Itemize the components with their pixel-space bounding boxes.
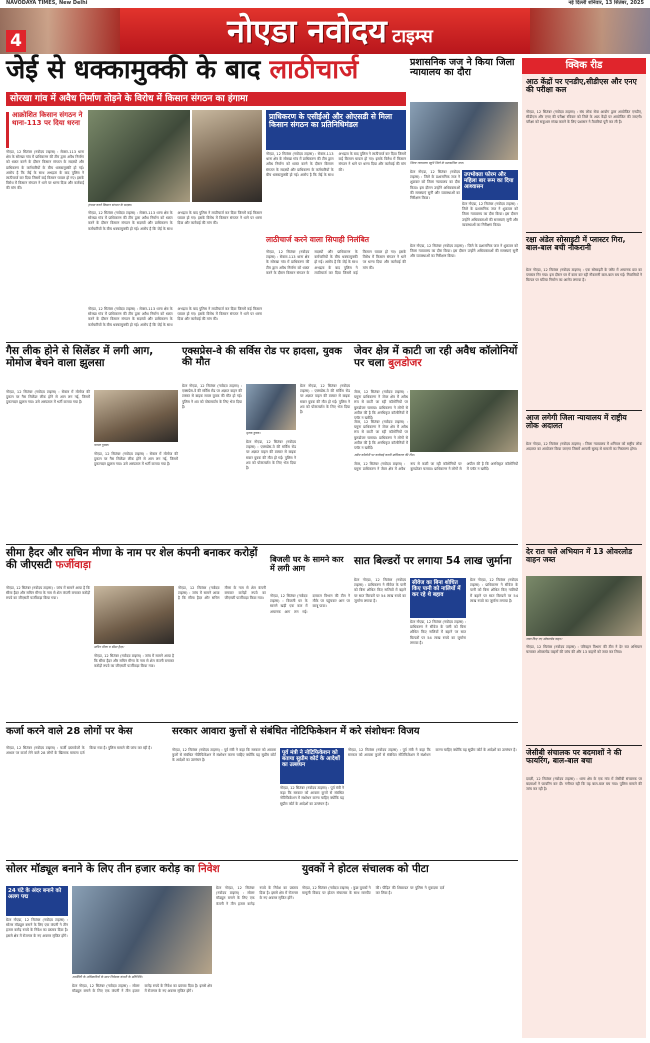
seema-headline-text: सीमा हैदर और सचिन मीणा के नाम पर शेल कंपनी बनाकर करोड़ों की जीएसटी — [6, 547, 258, 571]
solar-body-3: ग्रेटर नोएडा, 12 सितंबर (नवोदय टाइम्स) : सोलर मॉड्यूल बनाने के लिए एक कंपनी ने तीन हजार करोड़ रुपये के निवेश का प्रस्ताव दिया है। इससे क्षेत्र में रोजगार के नए अवसर सृजित होंगे। — [216, 886, 298, 906]
divider — [6, 860, 518, 861]
lead-box-head: प्राधिकरण के एसीईओ और ओएसडी से मिला किसान संगठन का प्रतिनिधिमंडल — [266, 110, 406, 150]
jewar-headline-highlight: बुलडोजर — [388, 356, 422, 369]
quick-read-head-1: आठ केंद्रों पर एनडीए,सीडीएस और एनए की परीक्षा कल — [526, 77, 637, 95]
right-top-body-3: ग्रेटर नोएडा, 12 सितंबर (नवोदय टाइम्स) : जिले के प्रशासनिक जज ने शुक्रवार को जिला न्यायालय का दौरा किया। इस दौरान उन्होंने अधिवक्ताओं की समस्याएं सुनीं और व्यवस्थाओं का निरीक्षण किया। — [410, 244, 518, 259]
jewar-body-2: जेवर, 12 सितंबर (नवोदय टाइम्स) : यमुना प्राधिकरण ने जेवर क्षेत्र में अवैध रूप से काटी जा रही कॉलोनियों पर बुलडोजर चलाया। प्राधिकरण ने लोगों से अपील की है कि अनधिकृत कॉलोनियों में प्लॉट न खरीदें। — [354, 420, 408, 451]
jewar-headline-text: जेवर क्षेत्र में काटी जा रही अवैध कॉलोनियों पर चला — [354, 345, 518, 369]
divider — [526, 544, 642, 545]
builders-body-2: ग्रेटर नोएडा, 12 सितंबर (नवोदय टाइम्स) : प्राधिकरण ने सीवेज के पानी को बिना शोधित किए नालियों में बहाने पर सात बिल्डरों पर 54 लाख रुपये का जुर्माना लगाया है। — [410, 620, 466, 645]
karza-body: नोएडा, 12 सितंबर (नवोदय टाइम्स) : फर्जी दस्तावेजों के आधार पर कर्जा लेने वाले 28 लोगों के खिलाफ मामला दर्ज किया गया है। पुलिस मामले की जांच कर रही है। — [6, 746, 152, 756]
masthead-title-suffix: टाइम्स — [392, 26, 433, 47]
solar-headline-text: सोलर मॉड्यूल बनाने के लिए तीन हजार करोड़ का — [6, 863, 195, 875]
jewar-body-3: जेवर, 12 सितंबर (नवोदय टाइम्स) : यमुना प्राधिकरण ने जेवर क्षेत्र में अवैध रूप से काटी जा रही कॉलोनियों पर बुलडोजर चलाया। प्राधिकरण ने लोगों से अपील की है कि अनधिकृत कॉलोनियों में प्लॉट न खरीदें। — [354, 462, 518, 472]
seema-headline-highlight: फर्जीवाड़ा — [55, 558, 92, 571]
quick-read-body-3: ग्रेटर नोएडा, 12 सितंबर (नवोदय टाइम्स) : जिला न्यायालय में शनिवार को राष्ट्रीय लोक अदालत का आयोजन किया जाएगा जिसमें आपसी सुलह से मामलों का निस्तारण होगा। — [526, 442, 642, 452]
dogs-body-2: नोएडा, 12 सितंबर (नवोदय टाइम्स) : पूर्व मंत्री ने कहा कि सरकार को आवारा कुत्तों से संबंधित नोटिफिकेशन में संशोधन करना चाहिए क्योंकि यह सुप्रीम कोर्ट के आदेशों का उल्लंघन है। — [280, 786, 344, 806]
page-number: 4 — [6, 30, 26, 52]
gas-caption: घायल युवक। — [94, 443, 110, 447]
expressway-body-2: ग्रेटर नोएडा, 12 सितंबर (नवोदय टाइम्स) : एक्सप्रेस-वे की सर्विस रोड पर अज्ञात वाहन की टक्कर से बाइक सवार युवक की मौत हो गई। पुलिस ने शव को पोस्टमार्टम के लिए भेज दिया है। — [246, 440, 296, 471]
lead-side-head: आक्रोशित किसान संगठन ने थाना-113 पर दिया धरना — [6, 112, 84, 148]
lead-body-bottom: नोएडा, 12 सितंबर (नवोदय टाइम्स) : सेक्टर-113 थाना क्षेत्र के सोरखा गांव में प्राधिकरण की टीम द्वारा अवैध निर्माण को ध्वस्त करने के दौरान किसान संगठन के सदस्यों और प्राधिकरण के कर्मचारियों के बीच धक्कामुक्की हो गई। आरोप है कि जेई के साथ अभद्रता के बाद पुलिस ने लाठीचार्ज कर दिया जिसमें कई किसान घायल हो गए। इसके विरोध में किसान संगठन ने थाने पर धरना दिया और कार्रवाई की मांग की। — [88, 307, 262, 327]
solar-headline — [6, 864, 298, 882]
right-top-headline: प्रशासनिक जज ने किया जिला न्यायालय का दौरा — [410, 57, 515, 79]
solar-photo — [72, 886, 212, 974]
right-top-body-1: ग्रेटर नोएडा, 12 सितंबर (नवोदय टाइम्स) : जिले के प्रशासनिक जज ने शुक्रवार को जिला न्यायालय का दौरा किया। इस दौरान उन्होंने अधिवक्ताओं की समस्याएं सुनीं और व्यवस्थाओं का निरीक्षण किया। — [410, 170, 460, 201]
lead-headline-part1: जेई से धक्कामुक्की के बाद — [6, 55, 261, 85]
solar-body-2: ग्रेटर नोएडा, 12 सितंबर (नवोदय टाइम्स) : सोलर मॉड्यूल बनाने के लिए एक कंपनी ने तीन हजार करोड़ रुपये के निवेश का प्रस्ताव दिया है। इससे क्षेत्र में रोजगार के नए अवसर सृजित होंगे। — [72, 984, 212, 994]
builders-inset: सीवेज का बिना शोधित किए पानी को नालियों में कर रहे थे बहाव — [410, 578, 466, 618]
quick-read-caption-4: जब्त किए गए ओवरलोड वाहन। — [526, 637, 563, 641]
masthead-cityscape-right — [530, 8, 650, 54]
solar-headline-highlight: निवेश — [198, 863, 220, 875]
gas-headline: गैस लीक होने से सिलेंडर में लगी आग, मोमोज बेचने वाला झुलसा — [6, 345, 154, 369]
lead-headline — [6, 56, 406, 90]
lead-photo-1 — [88, 110, 190, 202]
youth-body: नोएडा, 12 सितंबर (नवोदय टाइम्स) : कुछ युवकों ने मामूली विवाद पर होटल संचालक के साथ मारपीट की। पीड़ित की शिकायत पर पुलिस ने मुकदमा दर्ज कर लिया है। — [302, 886, 445, 896]
divider — [6, 722, 518, 723]
lead-photo-2 — [192, 110, 262, 202]
expressway-caption: मृतक युवक। — [246, 431, 261, 435]
expressway-body-1: ग्रेटर नोएडा, 12 सितंबर (नवोदय टाइम्स) : एक्सप्रेस-वे की सर्विस रोड पर अज्ञात वाहन की टक्कर से बाइक सवार युवक की मौत हो गई। पुलिस ने शव को पोस्टमार्टम के लिए भेज दिया है। — [182, 384, 242, 409]
dogs-headline: सरकार आवारा कुत्तों से संबंधित नोटिफिकेशन में करे संशोधनः विजय — [172, 726, 420, 737]
quick-read-photo-4 — [526, 576, 642, 636]
dogs-inset: पूर्व मंत्री ने नोटिफिकेशन को बताया सुप्रीम कोर्ट के आदेशों का उल्लंघन — [280, 748, 344, 784]
jewar-headline — [354, 346, 518, 386]
karza-headline: कर्जा करने वाले 28 लोगों पर केस — [6, 726, 133, 737]
right-top-body-2: ग्रेटर नोएडा, 12 सितंबर (नवोदय टाइम्स) : जिले के प्रशासनिक जज ने शुक्रवार को जिला न्यायालय का दौरा किया। इस दौरान उन्होंने अधिवक्ताओं की समस्याएं सुनीं और व्यवस्थाओं का निरीक्षण किया। — [462, 202, 518, 227]
quick-read-head-4: देर रात चले अभियान में 13 ओवरलोड वाहन जब्त — [526, 547, 633, 565]
jewar-body-1: जेवर, 12 सितंबर (नवोदय टाइम्स) : यमुना प्राधिकरण ने जेवर क्षेत्र में अवैध रूप से काटी जा रही कॉलोनियों पर बुलडोजर चलाया। प्राधिकरण ने लोगों से अपील की है कि अनधिकृत कॉलोनियों में प्लॉट न खरीदें। — [354, 390, 408, 421]
quick-read-body-5: दादरी, 12 सितंबर (नवोदय टाइम्स) : थाना क्षेत्र के एक गांव में जेसीबी संचालक पर बदमाशों ने फायरिंग कर दी। गनीमत रही कि वह बाल-बाल बच गया। पुलिस मामले की जांच कर रही है। — [526, 777, 642, 792]
gas-body-1: नोएडा, 12 सितंबर (नवोदय टाइम्स) : सेक्टर में मोमोज की दुकान पर गैस सिलेंडर लीक होने से आग लग गई, जिसमें दुकानदार झुलस गया। उसे अस्पताल में भर्ती कराया गया है। — [6, 390, 90, 405]
gas-body-2: नोएडा, 12 सितंबर (नवोदय टाइम्स) : सेक्टर में मोमोज की दुकान पर गैस सिलेंडर लीक होने से आग लग गई, जिसमें दुकानदार झुलस गया। उसे अस्पताल में भर्ती कराया गया है। — [94, 452, 178, 467]
lead-side-body: नोएडा, 12 सितंबर (नवोदय टाइम्स) : सेक्टर-113 थाना क्षेत्र के सोरखा गांव में प्राधिकरण की टीम द्वारा अवैध निर्माण को ध्वस्त करने के दौरान किसान संगठन के सदस्यों और प्राधिकरण के कर्मचारियों के बीच धक्कामुक्की हो गई। आरोप है कि जेई के साथ अभद्रता के बाद पुलिस ने लाठीचार्ज कर दिया जिसमें कई किसान घायल हो गए। इसके विरोध में किसान संगठन ने थाने पर धरना दिया और कार्रवाई की मांग की। — [6, 150, 84, 191]
divider — [526, 232, 642, 233]
expressway-headline: एक्सप्रेस-वे की सर्विस रोड पर हादसा, युवक की मौत — [182, 346, 342, 368]
quick-read-head-2: रक्षा अंडेल सोसाइटी में प्लास्टर गिरा, बाल-बाल बची नौकरानी — [526, 235, 626, 253]
divider — [526, 410, 642, 411]
seema-body-3: नोएडा, 12 सितंबर (नवोदय टाइम्स) : जांच में सामने आया है कि सीमा हैदर और सचिन मीणा के नाम से शेल कंपनी बनाकर करोड़ों रुपये का जीएसटी फर्जीवाड़ा किया गया। — [178, 586, 266, 601]
quick-read-head-5: जेसीबी संचालक पर बदमाशों ने की फायरिंग, बाल-बाल बचा — [526, 748, 622, 766]
seema-caption: सचिन मीणा व सीमा हैदर। — [94, 645, 125, 649]
lead-photo-caption: हंगामा करते किसान संगठन के सदस्य। — [88, 203, 132, 207]
quick-read-body-2: ग्रेटर नोएडा, 12 सितंबर (नवोदय टाइम्स) : एक सोसाइटी के फ्लैट में अचानक छत का प्लास्टर गिर गया। इस दौरान घर में काम कर रही नौकरानी बाल-बाल बच गई। निवासियों ने बिल्डर पर घटिया निर्माण का आरोप लगाया है। — [526, 268, 642, 283]
builders-body-3: ग्रेटर नोएडा, 12 सितंबर (नवोदय टाइम्स) : प्राधिकरण ने सीवेज के पानी को बिना शोधित किए नालियों में बहाने पर सात बिल्डरों पर 54 लाख रुपये का जुर्माना लगाया है। — [470, 578, 518, 603]
bijli-body: नोएडा, 12 सितंबर (नवोदय टाइम्स) : बिजली घर के सामने खड़ी एक कार में अचानक आग लग गई। दमकल विभाग की टीम ने मौके पर पहुंचकर आग पर काबू पाया। — [270, 594, 350, 614]
paper-name-small: NAVODAYA TIMES, New Delhi — [6, 0, 88, 6]
builders-body-1: ग्रेटर नोएडा, 12 सितंबर (नवोदय टाइम्स) : प्राधिकरण ने सीवेज के पानी को बिना शोधित किए नालियों में बहाने पर सात बिल्डरों पर 54 लाख रुपये का जुर्माना लगाया है। — [354, 578, 406, 603]
solar-body-1: ग्रेटर नोएडा, 12 सितंबर (नवोदय टाइम्स) : सोलर मॉड्यूल बनाने के लिए एक कंपनी ने तीन हजार करोड़ रुपये के निवेश का प्रस्ताव दिया है। इससे क्षेत्र में रोजगार के नए अवसर सृजित होंगे। — [6, 918, 68, 938]
quick-read-body-1: नोएडा, 12 सितंबर (नवोदय टाइम्स) : संघ लोक सेवा आयोग द्वारा आयोजित एनडीए, सीडीएस और एनए की परीक्षा रविवार को जिले के आठ केंद्रों पर आयोजित की जाएगी। परीक्षा को सकुशल संपन्न कराने के लिए प्रशासन ने तैयारियां पूरी कर ली हैं। — [526, 110, 642, 125]
masthead — [0, 0, 650, 54]
masthead-date: नई दिल्ली शनिवार, 13 सितंबर, 2025 — [568, 0, 644, 6]
jewar-photo — [410, 390, 518, 452]
seema-headline — [6, 548, 266, 582]
divider — [6, 342, 518, 343]
quick-read-label: क्विक रीड — [522, 58, 646, 74]
seema-body-2: नोएडा, 12 सितंबर (नवोदय टाइम्स) : जांच में सामने आया है कि सीमा हैदर और सचिन मीणा के नाम से शेल कंपनी बनाकर करोड़ों रुपये का जीएसटी फर्जीवाड़ा किया गया। — [94, 654, 174, 669]
gas-photo — [94, 390, 178, 442]
expressway-body-3: ग्रेटर नोएडा, 12 सितंबर (नवोदय टाइम्स) : एक्सप्रेस-वे की सर्विस रोड पर अज्ञात वाहन की टक्कर से बाइक सवार युवक की मौत हो गई। पुलिस ने शव को पोस्टमार्टम के लिए भेज दिया है। — [300, 384, 350, 415]
seema-body-1: नोएडा, 12 सितंबर (नवोदय टाइम्स) : जांच में सामने आया है कि सीमा हैदर और सचिन मीणा के नाम से शेल कंपनी बनाकर करोड़ों रुपये का जीएसटी फर्जीवाड़ा किया गया। — [6, 586, 90, 601]
right-top-caption: जिला न्यायालय पहुंचे जिले के प्रशासनिक जज। — [410, 161, 464, 165]
right-top-inset: उपभोक्ता फोरम और महिला बार रूम का दिया आश्वासन — [462, 170, 518, 200]
bijli-headline: बिजली घर के सामने कार में लगी आग — [270, 555, 344, 573]
builders-headline: सात बिल्डरों पर लगाया 54 लाख जुर्माना — [354, 555, 512, 567]
quick-read-head-3: आज लगेगी जिला न्यायालय में राष्ट्रीय लोक अदालत — [526, 413, 627, 431]
quick-read-body-4: नोएडा, 12 सितंबर (नवोदय टाइम्स) : परिवहन विभाग की टीम ने देर रात अभियान चलाकर ओवरलोड वाहनों की जांच की और 13 वाहनों को जब्त कर लिया। — [526, 645, 642, 655]
expressway-photo — [246, 384, 296, 430]
masthead-title-main: नोएडा नवोदय — [227, 12, 387, 50]
dogs-body-1: नोएडा, 12 सितंबर (नवोदय टाइम्स) : पूर्व मंत्री ने कहा कि सरकार को आवारा कुत्तों से संबंधित नोटिफिकेशन में संशोधन करना चाहिए क्योंकि यह सुप्रीम कोर्ट के आदेशों का उल्लंघन है। — [172, 748, 276, 763]
dogs-body-3: नोएडा, 12 सितंबर (नवोदय टाइम्स) : पूर्व मंत्री ने कहा कि सरकार को आवारा कुत्तों से संबंधित नोटिफिकेशन में संशोधन करना चाहिए क्योंकि यह सुप्रीम कोर्ट के आदेशों का उल्लंघन है। — [348, 748, 517, 758]
solar-side-head: 24 घंटे के अंदर बनाने को अलग पद्म — [6, 886, 68, 916]
lead-headline-part2: लाठीचार्ज — [269, 55, 359, 85]
jewar-caption: अवैध कॉलोनी पर कार्रवाई करती प्राधिकरण की टीम। — [354, 453, 415, 457]
divider — [526, 745, 642, 746]
divider — [6, 544, 518, 545]
lead-subhead-2-body: नोएडा, 12 सितंबर (नवोदय टाइम्स) : सेक्टर-113 थाना क्षेत्र के सोरखा गांव में प्राधिकरण की टीम द्वारा अवैध निर्माण को ध्वस्त करने के दौरान किसान संगठन के सदस्यों और प्राधिकरण के कर्मचारियों के बीच धक्कामुक्की हो गई। आरोप है कि जेई के साथ अभद्रता के बाद पुलिस ने लाठीचार्ज कर दिया जिसमें कई किसान घायल हो गए। इसके विरोध में किसान संगठन ने थाने पर धरना दिया और कार्रवाई की मांग की। — [266, 250, 406, 275]
lead-subhead-2: लाठीचार्ज करने वाला सिपाही निलंबित — [266, 235, 370, 244]
right-top-photo — [410, 102, 518, 160]
youth-headline: युवकों ने होटल संचालक को पीटा — [302, 863, 429, 875]
lead-box-body: नोएडा, 12 सितंबर (नवोदय टाइम्स) : सेक्टर-113 थाना क्षेत्र के सोरखा गांव में प्राधिकरण की टीम द्वारा अवैध निर्माण को ध्वस्त करने के दौरान किसान संगठन के सदस्यों और प्राधिकरण के कर्मचारियों के बीच धक्कामुक्की हो गई। आरोप है कि जेई के साथ अभद्रता के बाद पुलिस ने लाठीचार्ज कर दिया जिसमें कई किसान घायल हो गए। इसके विरोध में किसान संगठन ने थाने पर धरना दिया और कार्रवाई की मांग की। — [266, 152, 406, 177]
seema-photo — [94, 586, 174, 644]
lead-body-cols: नोएडा, 12 सितंबर (नवोदय टाइम्स) : सेक्टर-113 थाना क्षेत्र के सोरखा गांव में प्राधिकरण की टीम द्वारा अवैध निर्माण को ध्वस्त करने के दौरान किसान संगठन के सदस्यों और प्राधिकरण के कर्मचारियों के बीच धक्कामुक्की हो गई। आरोप है कि जेई के साथ अभद्रता के बाद पुलिस ने लाठीचार्ज कर दिया जिसमें कई किसान घायल हो गए। इसके विरोध में किसान संगठन ने थाने पर धरना दिया और कार्रवाई की मांग की। — [88, 211, 262, 231]
solar-caption: अथॉरिटी के अधिकारियों के साथ निवेशक कंपनी के प्रतिनिधि। — [72, 975, 143, 979]
masthead-title — [170, 10, 490, 52]
lead-subhead: सोरखा गांव में अवैध निर्माण तोड़ने के विरोध में किसान संगठन का हंगामा — [6, 92, 406, 106]
